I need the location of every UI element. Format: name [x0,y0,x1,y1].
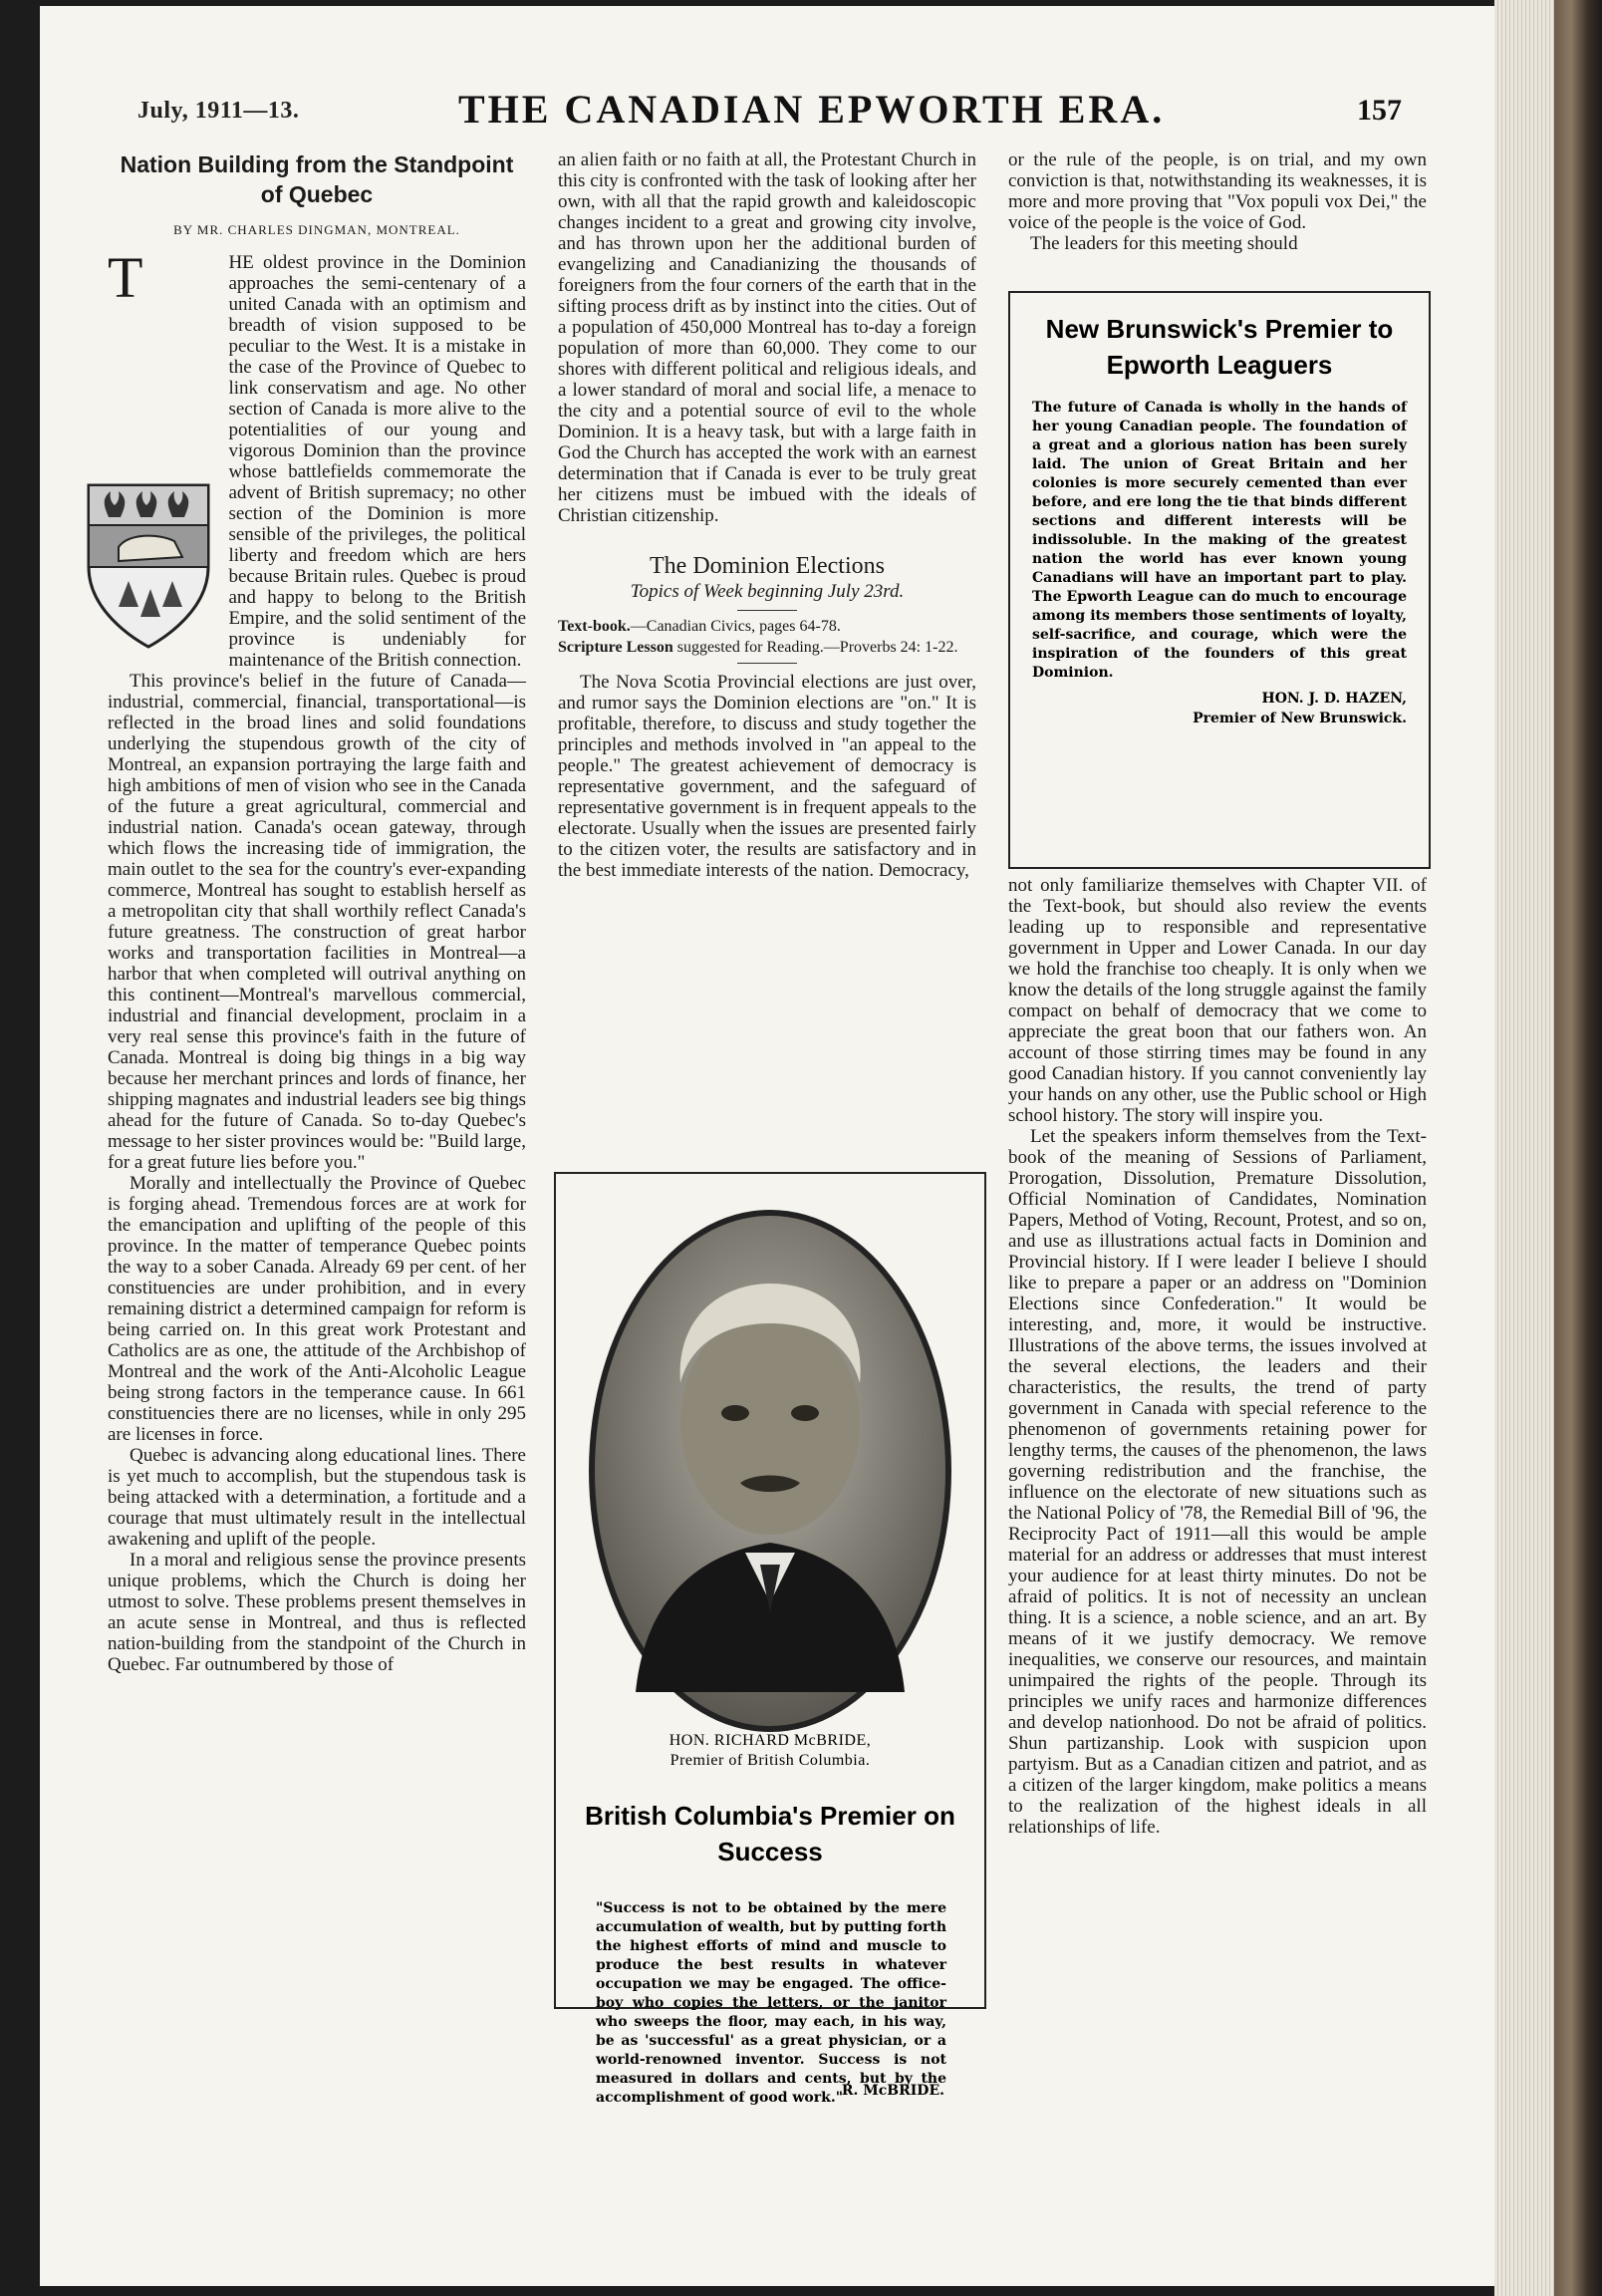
article-paragraph-5: In a moral and religious sense the province presents unique problems, which the Church is doing her utmost to solve. These problems present themselves in an acute sense in Montreal, and thus is reflected nation-building from the standpoint of the Church in Quebec. Far outnumbered by those of [108,1550,526,1675]
page-number: 157 [1357,94,1402,127]
nb-premier-box [1008,291,1431,869]
scripture-line: Scripture Lesson suggested for Reading.—Proverbs 24: 1-22. [558,639,958,656]
issue-date: July, 1911—13. [137,98,300,124]
bc-box-signature: R. McBRIDE. [841,2083,944,2099]
article-byline: BY MR. CHARLES DINGMAN, MONTREAL. [173,222,460,237]
column-3-continued [1008,875,1427,1838]
article-paragraph-4: Quebec is advancing along educational lines. There is yet much to accomplish, but the stupendous task is being attacked with a determination, a fortitude and a courage that must ultimately result in the intellectual awakening and uplift of the people. [108,1445,526,1550]
column-1 [108,149,526,1675]
quebec-coat-of-arms-icon [79,477,218,653]
article-paragraph-1: T HE oldest province in the Dominion approaches the semi-centenary of a united Canada with an optimism and breadth of vision supposed to be peculiar to the West. It is a mistake in the case of the Province of Quebec to link conservatism and age. No other section of Canada is more alive to the potentialities of our young and vigorous Dominion than the province whose battlefields commemorate the advent of British supremacy; no other section of the Dominion is more sensible of the privileges, the political liberty and freedom which are hers because Britain rules. Quebec is proud and happy to belong to the British Empire, and the solid sentiment of the province is undeniably for maintenance of the British connection. [108,252,526,671]
nb-box-body: The future of Canada is wholly in the hands of her young Canadian people. The foundation of a great and a glorious nation has been surely laid. The union of Great Britain and her colonies is more securely cemented than ever before, and ere long the tie that binds different sections and different interests will be indissoluble. In the making of the greatest nation the world has ever known young Canadians will have an important part to play. The Epworth League can do much to encourage among its members those sentiments of loyalty, self-sacrifice, and courage, which were the inspiration of the founders of this great Dominion. [1032,400,1407,681]
elections-paragraph-4: not only familiarize themselves with Chapter VII. of the Text-book, but should also review the events leading up to responsible and representative government in Upper and Lower Canada. In our day we hold the franchise too cheaply. It is only when we know the details of the long struggle against the family compact on behalf of democracy that we come to appreciate the great boon that our fathers won. An account of those stirring times may be found in any good Canadian history. If you cannot conveniently lay your hands on any other, use the Public school or High school history. The story will inspire you. [1008,875,1427,1126]
divider [737,610,797,611]
bc-box-title: British Columbia's Premier on Success [585,1801,955,1866]
article-paragraph-6: an alien faith or no faith at all, the Protestant Church in this city is confronted with the task of looking after her own, with all that the rapid growth and kaleidoscopic changes incident to a great and growing city involve, and has thrown upon her the additional burden of evangelizing and Canadianizing the thousands of foreigners from the four corners of the earth that in the sifting process drift as by instinct into the cities. Out of a population of 450,000 Montreal has to-day a foreign population of more than 60,000. They come to our shores with different political and religious ideals, and a lower standard of moral and social life, a menace to the city and a potential source of evil to the whole Dominion. It is a heavy task, but with a large faith in God the Church has accepted the work with an earnest determination that if Canada is ever to be truly great her citizens must be imbued with the ideals of Christian citizenship. [558,149,976,526]
portrait-caption-title: Premier of British Columbia. [669,1752,871,1769]
article-paragraph-3: Morally and intellectually the Province of Quebec is forging ahead. Tremendous forces are at work for the emancipation and uplifting of the people of this province. In the matter of temperance Quebec points the way to a sober Canada. Already 69 per cent. of her constituencies are under prohibition, and in every remaining district a determined campaign for reform is being carried on. In this great work Protestant and Catholics are as one, the attitude of the Archbishop of Montreal and the work of the Anti-Alcoholic League being strong factors in the temperance cause. In 661 constituencies there are no licenses, while in only 295 are licenses in force. [108,1173,526,1445]
elections-paragraph-2: or the rule of the people, is on trial, and my own conviction is that, notwithstanding its weaknesses, it is more and more proving that "Vox populi vox Dei," the voice of the people is the voice of God. [1008,149,1427,233]
divider [737,663,797,664]
textbook-line: Text-book.—Canadian Civics, pages 64-78. [558,618,841,635]
article-headline: Nation Building from the Standpoint of Quebec [120,151,514,207]
column-3 [1008,149,1427,254]
elections-title: The Dominion Elections [650,553,885,579]
nb-box-signature-title: Premier of New Brunswick. [1193,711,1407,726]
mcbride-portrait [556,1174,984,1732]
elections-paragraph-1: The Nova Scotia Provincial elections are just over, and rumor says the Dominion elections are "on." It is profitable, therefore, to discuss and study together the principles and methods involved in "an appeal to the people." The greatest achievement of democracy is representative government, and the safeguard of representative government is in frequent appeals to the electorate. Usually when the issues are presented fairly to the citizen voter, the results are satisfactory and in the best immediate interests of the nation. Democracy, [558,672,976,881]
portrait-caption-name: HON. RICHARD McBRIDE, [668,1732,872,1749]
elections-paragraph-5: Let the speakers inform themselves from the Text-book of the meaning of Sessions of Parliament, Prorogation, Dissolution, Premature Dissolution, Official Nomination of Candidates, Nomination Papers, Method of Voting, Recount, Protest, and so on, and use as illustrations actual facts in Dominion and Provincial history. If I were leader I believe I should like to prepare a paper or an address on "Dominion Elections since Confederation." It would be interesting, and, more, it would be instructive. Illustrations of the above terms, the issues involved at the several elections, the leaders and their characteristics, the results, the trend of party government in Canada with special reference to the phenomenon of governments retaining power for lengthy terms, the causes of the phenomenon, the laws governing redistribution and the franchise, the influence on the electorate of new situations such as the National Policy of '78, the Remedial Bill of '96, the Reciprocity Pact of 1911—all this would be ample material for an address or addresses that must interest your audience for at least thirty minutes. Do not be afraid of politics. It is not of necessity an unclean thing. It is a science, a noble science, and an art. By means of it we justify democracy. We remove inequalities, we conserve our resources, and maintain unimpaired the rights of the people. Through its principles we unify races and harmonize differences and develop nationhood. Do not be afraid of politics. Shun partizanship. Look with suspicion upon partyism. But as a Canadian citizen and patriot, and as a citizen of the larger kingdom, make politics a means to the realization of the highest ideals in all relationships of life. [1008,1126,1427,1838]
nb-box-title: New Brunswick's Premier to Epworth Leaguers [1045,314,1394,380]
article-paragraph-2: This province's belief in the future of Canada—industrial, commercial, financial, transportational—is reflected in the broad lines and solid foundations underlying the stupendous growth of the city of Montreal, an expansion portraying the large faith and high ambitions of men of vision who see in the Canada of the future a great agricultural, commercial and industrial nation. Canada's ocean gateway, through which flows the increasing tide of immigration, the main outlet to the sea for the country's ever-expanding commerce, Montreal has sought to establish herself as a metropolitan city that shall worthily reflect Canada's future greatness. The construction of great harbor works and transportation facilities in Montreal—a harbor that when completed will outrival anything on this continent—Montreal's marvellous commercial, industrial and financial development, proclaim in a very real sense this province's faith in the future of Canada. Montreal is doing big things in a big way because her merchant princes and lords of finance, her shipping magnates and industrial leaders see big things ahead for the future of Canada. So to-day Quebec's message to her sister provinces would be: "Build large, for a great future lies before you." [108,671,526,1173]
elections-paragraph-3: The leaders for this meeting should [1030,233,1298,254]
elections-subtitle: Topics of Week beginning July 23rd. [630,581,905,602]
column-2 [558,149,976,881]
running-header [0,87,1602,132]
page-edge [1494,0,1554,2296]
book-binding [1554,0,1602,2296]
drop-cap: T [108,245,143,310]
bc-box-quote: "Success is not to be obtained by the mere accumulation of wealth, but by putting forth the highest efforts of mind and muscle to produce the best results in whatever occupation we may be engaged. The office-boy who copies the letters, or the janitor who sweeps the floor, may each, in his way, be as 'successful' as a great physician, or a world-renowned inventor. Success is not measured in dollars and cents, but by the accomplishment of good work." [596,1900,946,2106]
bc-premier-box [554,1172,986,2106]
journal-title: THE CANADIAN EPWORTH ERA. [458,87,1166,132]
nb-box-signature-name: HON. J. D. HAZEN, [1261,691,1407,707]
